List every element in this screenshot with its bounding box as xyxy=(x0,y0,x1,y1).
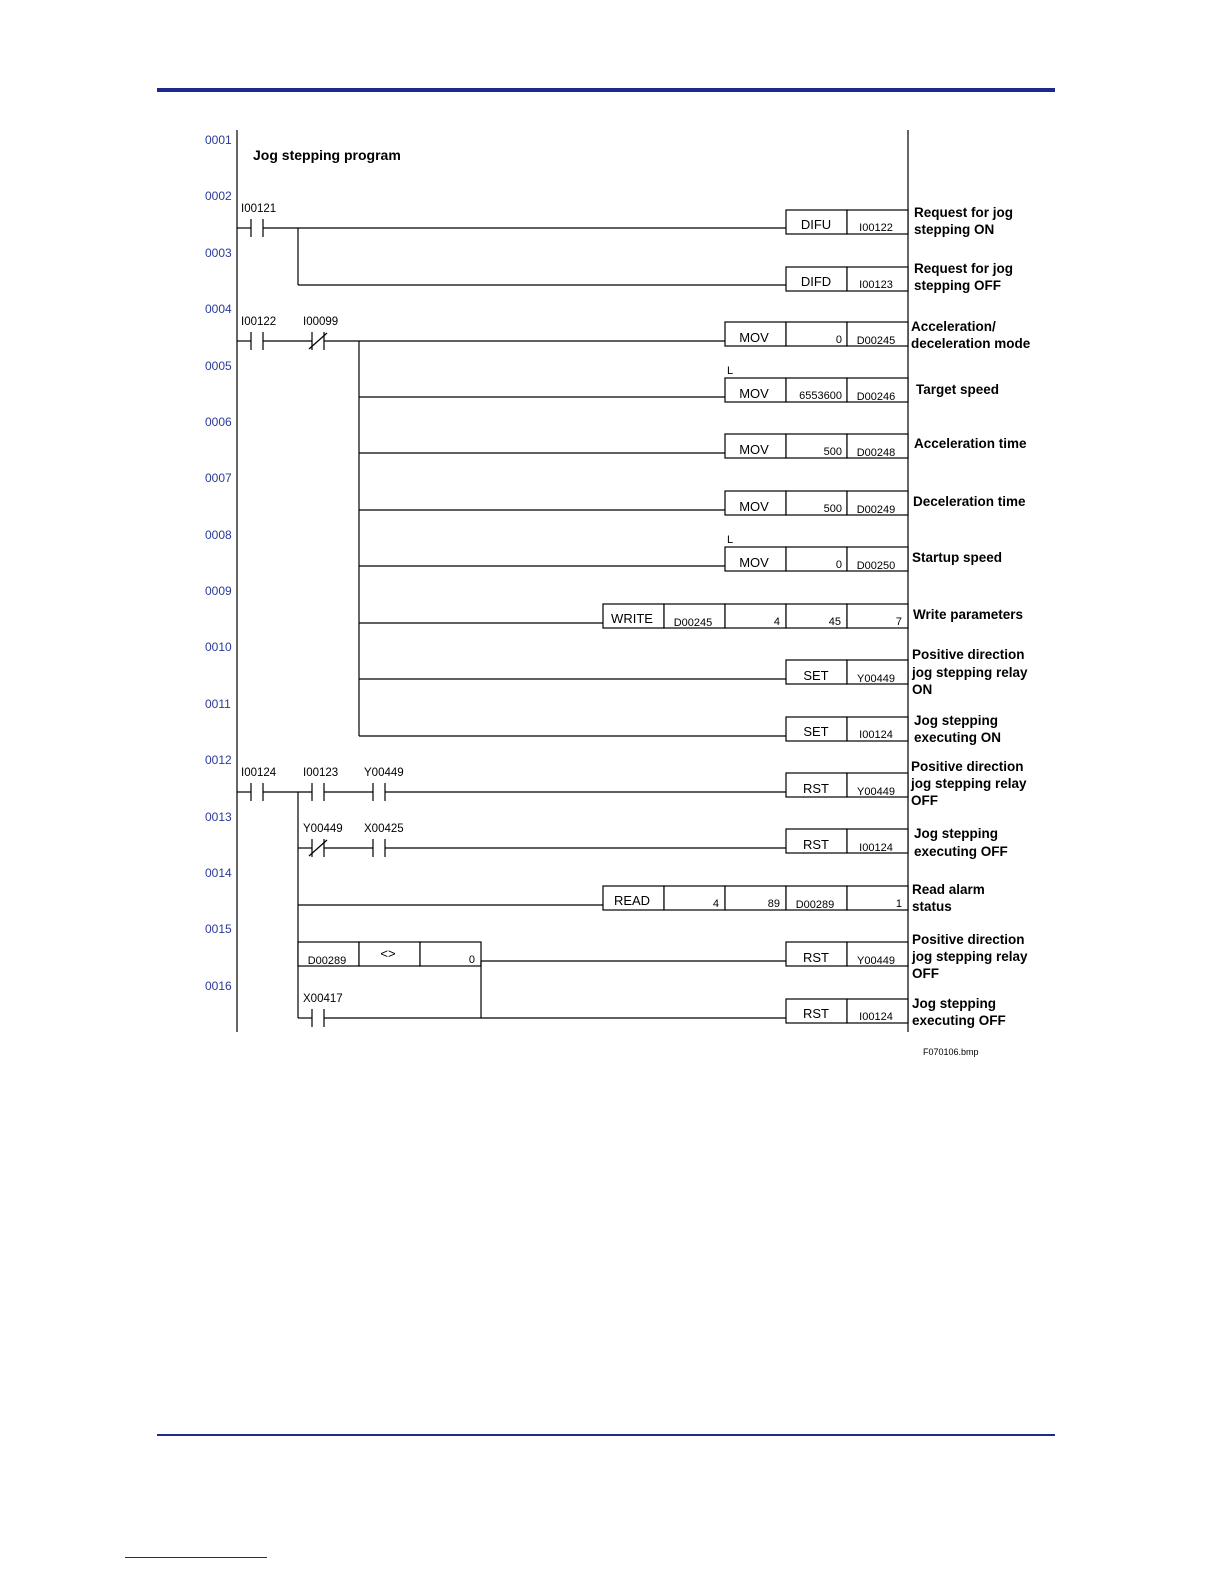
operand: Y00449 xyxy=(857,673,895,685)
line-numbers xyxy=(205,133,232,993)
instruction-name: RST xyxy=(803,837,829,852)
line-number: 0013 xyxy=(205,810,232,824)
line-number: 0015 xyxy=(205,922,232,936)
instruction-name: MOV xyxy=(739,330,769,345)
contact-label: X00425 xyxy=(364,823,404,835)
rung-comment: executing ON xyxy=(914,730,1002,745)
operand: 6553600 xyxy=(799,390,842,402)
rung-comment: Positive direction xyxy=(912,932,1025,947)
rung-comment: Request for jog xyxy=(914,261,1014,276)
line-number: 0014 xyxy=(205,866,232,880)
rung-comment: Positive direction xyxy=(912,647,1025,662)
rung-comment: Deceleration time xyxy=(913,494,1026,509)
operand: I00124 xyxy=(859,1011,893,1023)
rung-comment: Positive direction xyxy=(911,759,1024,774)
line-number: 0005 xyxy=(205,359,232,373)
instruction-name: MOV xyxy=(739,499,769,514)
rung-comment: OFF xyxy=(911,793,938,808)
compare-operand: D00289 xyxy=(307,955,347,967)
rung-comment: Request for jog xyxy=(914,205,1014,220)
contact-label: I00122 xyxy=(241,316,277,328)
line-number: 0011 xyxy=(205,697,231,711)
line-number: 0012 xyxy=(205,753,232,767)
operand: I00124 xyxy=(859,842,893,854)
rung-comment: jog stepping relay xyxy=(912,949,1028,964)
program-title: Jog stepping program xyxy=(253,147,401,163)
contact-label: I00124 xyxy=(241,767,277,779)
instruction-name: RST xyxy=(803,950,829,965)
contact-label: I00121 xyxy=(241,203,277,215)
instruction-name: READ xyxy=(613,893,651,908)
line-number: 0002 xyxy=(205,189,232,203)
operand: Y00449 xyxy=(857,786,895,798)
long-flag: L xyxy=(727,365,734,377)
line-number: 0009 xyxy=(205,584,232,598)
operand: 4 xyxy=(773,616,780,628)
rung-0013 xyxy=(298,823,1008,859)
rung-0010 xyxy=(359,647,1028,697)
operand: D00245 xyxy=(673,617,713,629)
operand: 0 xyxy=(835,334,842,346)
instruction-name: RST xyxy=(803,781,829,796)
rung-comment: jog stepping relay xyxy=(911,776,1027,791)
line-number: 0004 xyxy=(205,302,232,316)
operand: D00289 xyxy=(795,899,835,911)
instruction-name: MOV xyxy=(739,555,769,570)
rung-comment: stepping OFF xyxy=(914,278,1001,293)
rung-0011 xyxy=(359,713,1001,745)
instruction-name: SET xyxy=(803,724,829,739)
rung-0006 xyxy=(359,434,1027,459)
rung-0008 xyxy=(359,534,1002,572)
rung-comment: jog stepping relay xyxy=(912,665,1028,680)
rung-comment: ON xyxy=(912,682,933,697)
instruction-name: MOV xyxy=(739,386,769,401)
rung-comment: executing OFF xyxy=(914,844,1008,859)
contact-label: X00417 xyxy=(303,993,343,1005)
rung-0007 xyxy=(359,491,1026,516)
figure-filename: F070106.bmp xyxy=(923,1047,979,1057)
operand: 45 xyxy=(828,616,841,628)
line-number: 0008 xyxy=(205,528,232,542)
instruction-name: DIFU xyxy=(800,217,832,232)
long-flag: L xyxy=(727,534,734,546)
contact-label: I00123 xyxy=(303,767,339,779)
rung-0003 xyxy=(298,228,1013,293)
operand: D00250 xyxy=(856,560,896,572)
rung-comment: stepping ON xyxy=(914,222,995,237)
rung-comment: Jog stepping xyxy=(914,826,998,841)
rung-0002 xyxy=(237,203,1013,237)
operand: 4 xyxy=(712,898,719,910)
operand: 500 xyxy=(823,446,842,458)
operand: 1 xyxy=(895,898,902,910)
rung-comment: Acceleration/ xyxy=(911,319,996,334)
rung-comment: deceleration mode xyxy=(911,336,1031,351)
operand: D00248 xyxy=(856,447,896,459)
line-number: 0010 xyxy=(205,640,232,654)
instruction-name: SET xyxy=(803,668,829,683)
instruction-name: WRITE xyxy=(611,611,653,626)
compare-operand: 0 xyxy=(468,954,475,966)
instruction-name: RST xyxy=(803,1006,829,1021)
operand: I00122 xyxy=(859,222,893,234)
contact-label: Y00449 xyxy=(364,767,404,779)
operand: D00249 xyxy=(856,504,896,516)
instruction-name: MOV xyxy=(739,442,769,457)
operand: D00246 xyxy=(856,391,896,403)
operand: 0 xyxy=(835,559,842,571)
line-number: 0001 xyxy=(205,133,232,147)
rung-comment: Read alarm xyxy=(912,882,985,897)
operand: D00245 xyxy=(856,335,896,347)
line-number: 0006 xyxy=(205,415,232,429)
rung-0005 xyxy=(359,365,999,403)
rung-0014 xyxy=(298,882,985,914)
operand: 500 xyxy=(823,503,842,515)
operand: 7 xyxy=(895,616,902,628)
rung-comment: Jog stepping xyxy=(914,713,998,728)
line-number: 0007 xyxy=(205,471,232,485)
contact-label: I00099 xyxy=(303,316,339,328)
rung-comment: Write parameters xyxy=(913,607,1024,622)
contact-label: Y00449 xyxy=(303,823,343,835)
line-number: 0003 xyxy=(205,246,232,260)
rung-comment: Startup speed xyxy=(912,550,1003,565)
rung-comment: Acceleration time xyxy=(914,436,1027,451)
rung-comment: status xyxy=(912,899,952,914)
operand: 89 xyxy=(767,898,780,910)
rung-0009 xyxy=(359,604,1023,629)
compare-operator: <> xyxy=(380,946,396,961)
operand: Y00449 xyxy=(857,955,895,967)
rung-0016 xyxy=(298,993,1006,1028)
rung-comment: Jog stepping xyxy=(912,996,996,1011)
operand: I00123 xyxy=(859,279,893,291)
rung-comment: Target speed xyxy=(916,382,1000,397)
line-number: 0016 xyxy=(205,979,232,993)
operand: I00124 xyxy=(859,729,893,741)
rung-comment: executing OFF xyxy=(912,1013,1006,1028)
rung-comment: OFF xyxy=(912,966,939,981)
instruction-name: DIFD xyxy=(800,274,832,289)
